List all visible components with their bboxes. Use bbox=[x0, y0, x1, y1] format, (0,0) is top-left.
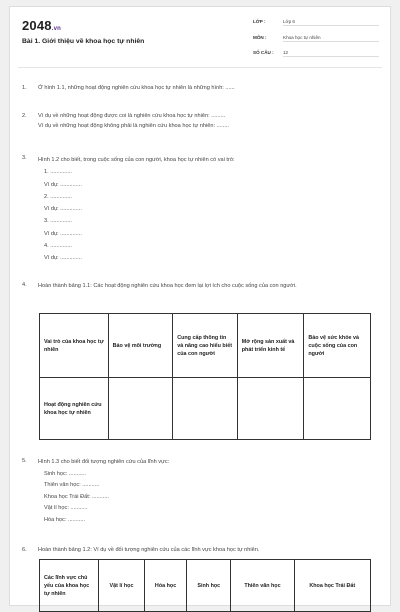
answer-line: Khoa học Trái Đất: ........... bbox=[44, 493, 109, 500]
answer-cell[interactable] bbox=[304, 378, 371, 440]
meta-class-label: LỚP : bbox=[253, 19, 266, 24]
question-text: Hình 1.2 cho biết, trong cuộc sống của con người, khoa học tự nhiên có vai trò: bbox=[38, 157, 235, 163]
answer-line: 1. .............. bbox=[44, 169, 72, 176]
table-roles bbox=[39, 313, 371, 440]
question-number: 3. bbox=[22, 155, 27, 161]
meta-subject-label: MÔN : bbox=[253, 35, 267, 40]
table-row-label: Hoạt động nghiên cứu khoa học tự nhiên bbox=[40, 378, 109, 440]
meta-count-label: SỐ CÂU : bbox=[253, 50, 274, 55]
answer-line: Ví dụ: .............. bbox=[44, 206, 82, 213]
question-number: 5. bbox=[22, 458, 27, 464]
question-text: Hình 1.3 cho biết đối tượng nghiên cứu của lĩnh vực: bbox=[38, 459, 170, 465]
answer-line: 3. .............. bbox=[44, 218, 72, 225]
meta-subject-value: Khoa học tự nhiên bbox=[283, 35, 379, 42]
table-header-cell: Cung cấp thông tin và nâng cao hiểu biết của con người bbox=[173, 314, 238, 378]
worksheet-page bbox=[9, 6, 391, 606]
logo-suffix: .vn bbox=[51, 26, 62, 32]
header-divider bbox=[18, 67, 382, 68]
question-number: 4. bbox=[22, 282, 27, 288]
table-row bbox=[40, 378, 371, 440]
meta-count-value: 12 bbox=[283, 50, 379, 57]
lesson-title: Bài 1. Giới thiệu về khoa học tự nhiên bbox=[22, 38, 145, 45]
table-header-row bbox=[40, 560, 371, 612]
site-logo[interactable] bbox=[22, 18, 61, 33]
question-number: 2. bbox=[22, 113, 27, 119]
answer-line: Vật lí học: ........... bbox=[44, 505, 88, 511]
answer-line: Thiên văn học: ........... bbox=[44, 482, 100, 488]
answer-cell[interactable] bbox=[237, 378, 304, 440]
question-text: Ví dụ về những hoạt động không phải là nghiên cứu khoa học tự nhiên: ........ bbox=[38, 123, 229, 129]
answer-line: 4. .............. bbox=[44, 243, 72, 250]
table-fields bbox=[39, 559, 371, 612]
table-header-cell: Mở rộng sản xuất và phát triển kinh tế bbox=[237, 314, 304, 378]
question-text: Hoàn thành bảng 1.1: Các hoạt động nghiên cứu khoa học đem lại lợi ích cho cuộc sống của con người. bbox=[38, 283, 297, 289]
worksheet-header bbox=[10, 7, 390, 63]
table-header-cell: Các lĩnh vực chủ yếu của khoa học tự nhiên bbox=[40, 560, 99, 612]
table-header-cell: Bảo vệ sức khỏe và cuộc sống của con người bbox=[304, 314, 371, 378]
table-header-cell: Thiên văn học bbox=[231, 560, 294, 612]
answer-line: Hóa học: ........... bbox=[44, 516, 86, 523]
answer-line: Ví dụ: .............. bbox=[44, 255, 82, 262]
logo-text: 2048 bbox=[22, 18, 52, 33]
question-number: 6. bbox=[22, 547, 27, 553]
table-header-cell: Bảo vệ môi trường bbox=[108, 314, 173, 378]
answer-cell[interactable] bbox=[108, 378, 173, 440]
question-text: Ví dụ về những hoạt động được coi là nghiên cứu khoa học tự nhiên: ......... bbox=[38, 113, 226, 119]
answer-line: Ví dụ: .............. bbox=[44, 230, 82, 237]
table-header-cell: Vật lí học bbox=[99, 560, 145, 612]
answer-cell[interactable] bbox=[173, 378, 238, 440]
answer-line: 2. .............. bbox=[44, 193, 72, 200]
table-header-cell: Hóa học bbox=[144, 560, 186, 612]
meta-class-value: Lớp 6 bbox=[283, 19, 379, 26]
question-number: 1. bbox=[22, 85, 27, 91]
table-header-row bbox=[40, 314, 371, 378]
table-header-cell: Sinh học bbox=[187, 560, 231, 612]
table-header-cell: Khoa học Trái Đất bbox=[294, 560, 370, 612]
question-text: Ở hình 1.1, những hoạt động nghiên cứu khoa học tự nhiên là những hình: ...... bbox=[38, 85, 235, 91]
table-header-cell: Vai trò của khoa học tự nhiên bbox=[40, 314, 109, 378]
question-text: Hoàn thành bảng 1.2: Ví dụ về đối tượng nghiên cứu của các lĩnh vực khoa học tự nhiên. bbox=[38, 547, 260, 553]
answer-line: Ví dụ: .............. bbox=[44, 181, 82, 188]
answer-line: Sinh học: ........... bbox=[44, 470, 86, 477]
